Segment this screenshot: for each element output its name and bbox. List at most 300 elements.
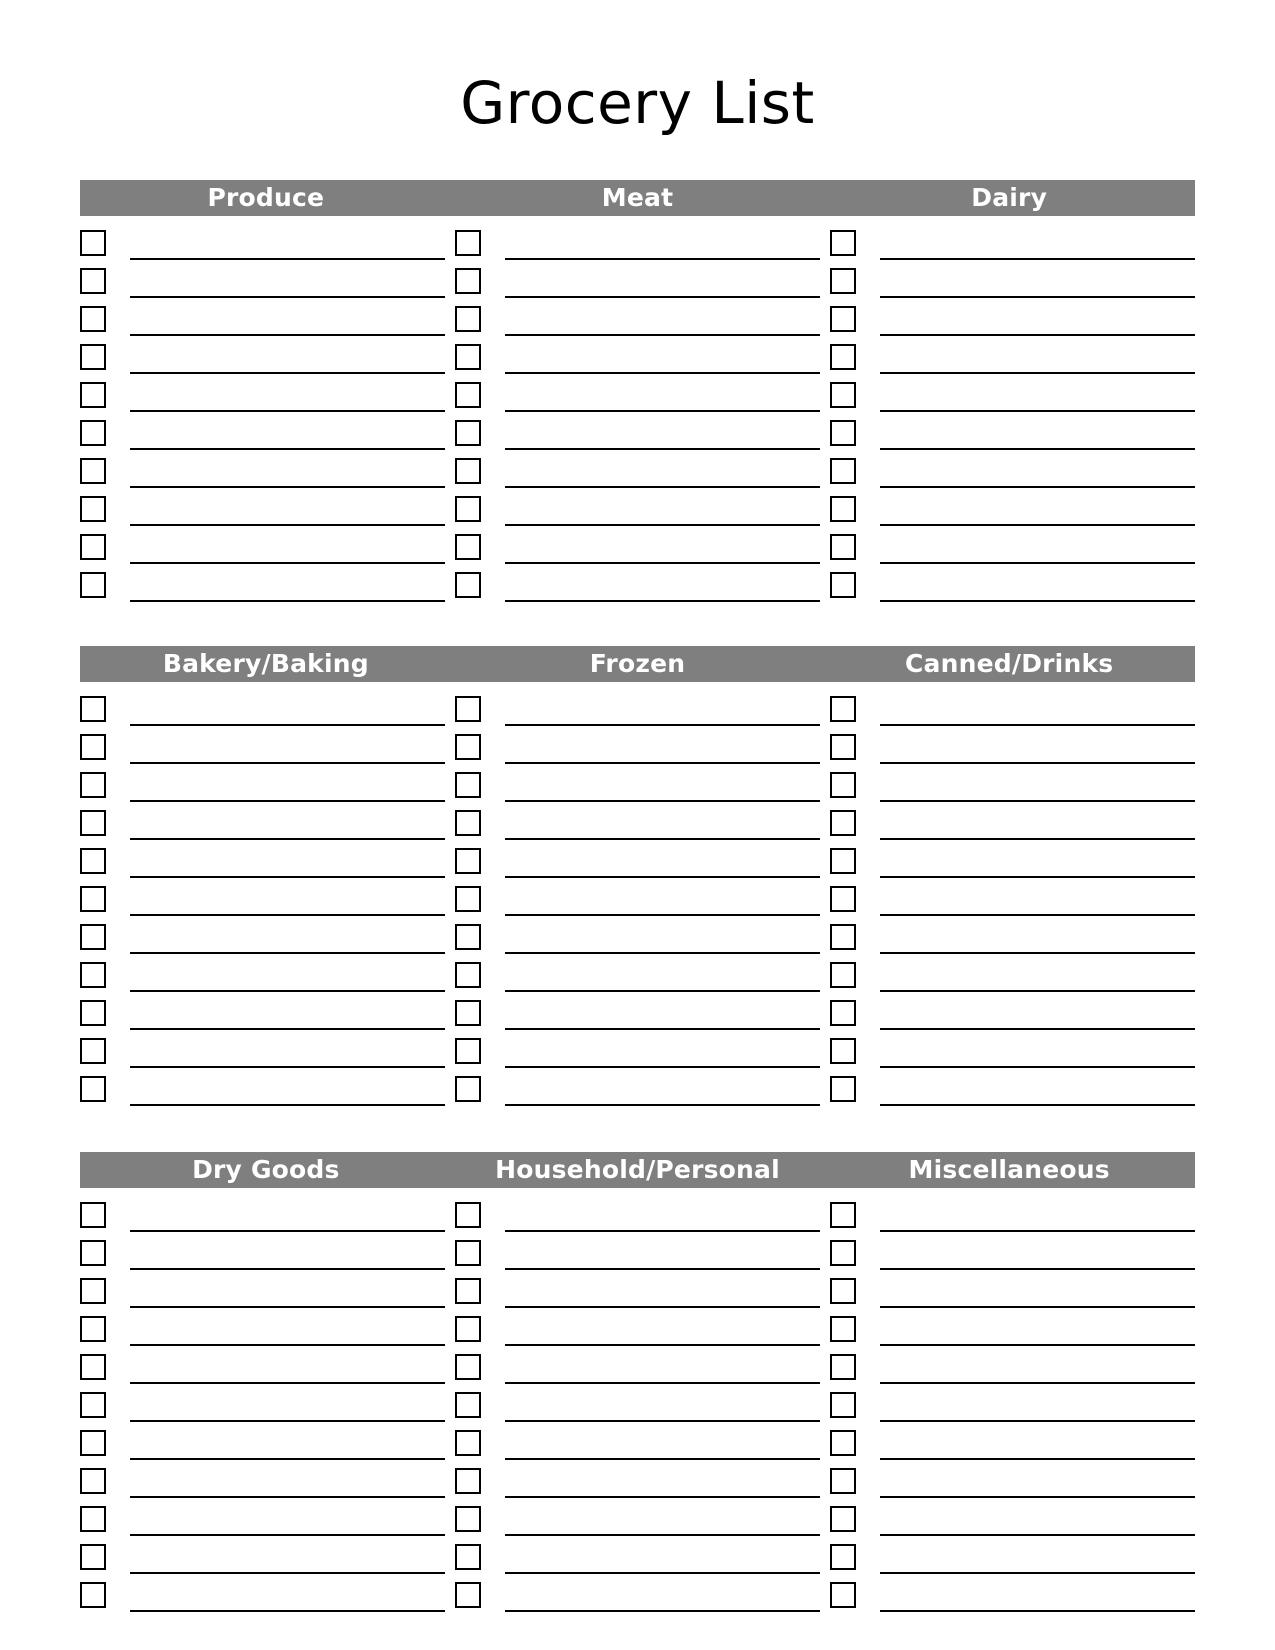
list-item[interactable] [455, 336, 820, 374]
list-item[interactable] [830, 1270, 1195, 1308]
item-write-line[interactable] [505, 878, 820, 916]
item-write-line[interactable] [880, 954, 1195, 992]
checkbox-icon[interactable] [455, 1354, 481, 1380]
checkbox-icon[interactable] [830, 1430, 856, 1456]
checkbox-icon[interactable] [455, 696, 481, 722]
item-write-line[interactable] [130, 450, 445, 488]
checkbox-icon[interactable] [455, 496, 481, 522]
item-write-line[interactable] [130, 1270, 445, 1308]
item-write-line[interactable] [130, 954, 445, 992]
checkbox-icon[interactable] [455, 420, 481, 446]
list-item[interactable] [80, 526, 445, 564]
item-write-line[interactable] [880, 1232, 1195, 1270]
checkbox-icon[interactable] [80, 1506, 106, 1532]
checkbox-icon[interactable] [830, 848, 856, 874]
list-item[interactable] [455, 1422, 820, 1460]
checkbox-icon[interactable] [455, 1468, 481, 1494]
list-item[interactable] [80, 1574, 445, 1612]
column-miscellaneous [830, 1194, 1195, 1612]
checkbox-icon[interactable] [80, 810, 106, 836]
item-write-line[interactable] [130, 336, 445, 374]
list-item[interactable] [80, 564, 445, 602]
list-item[interactable] [455, 1498, 820, 1536]
list-item[interactable] [830, 1068, 1195, 1106]
list-item[interactable] [455, 298, 820, 336]
item-write-line[interactable] [505, 840, 820, 878]
checkbox-icon[interactable] [830, 772, 856, 798]
checkbox-icon[interactable] [455, 572, 481, 598]
list-item[interactable] [80, 840, 445, 878]
list-item[interactable] [455, 260, 820, 298]
list-item[interactable] [455, 878, 820, 916]
checkbox-icon[interactable] [830, 458, 856, 484]
list-item[interactable] [830, 916, 1195, 954]
checkbox-icon[interactable] [80, 1278, 106, 1304]
item-write-line[interactable] [880, 726, 1195, 764]
list-item[interactable] [830, 1422, 1195, 1460]
checkbox-icon[interactable] [455, 1000, 481, 1026]
list-item[interactable] [455, 1574, 820, 1612]
list-item[interactable] [80, 412, 445, 450]
list-item[interactable] [455, 802, 820, 840]
list-item[interactable] [455, 954, 820, 992]
column-dry-goods [80, 1194, 455, 1612]
item-write-line[interactable] [505, 688, 820, 726]
list-item[interactable] [830, 488, 1195, 526]
list-item[interactable] [80, 1346, 445, 1384]
item-write-line[interactable] [130, 1536, 445, 1574]
checkbox-icon[interactable] [80, 268, 106, 294]
checkbox-icon[interactable] [830, 1506, 856, 1532]
list-item[interactable] [830, 298, 1195, 336]
list-item[interactable] [830, 954, 1195, 992]
checkbox-icon[interactable] [455, 734, 481, 760]
list-item[interactable] [455, 840, 820, 878]
checkbox-icon[interactable] [80, 1076, 106, 1102]
checkbox-icon[interactable] [80, 572, 106, 598]
checkbox-icon[interactable] [80, 420, 106, 446]
item-write-line[interactable] [505, 954, 820, 992]
item-write-line[interactable] [505, 726, 820, 764]
checkbox-icon[interactable] [830, 1392, 856, 1418]
list-item[interactable] [830, 1232, 1195, 1270]
list-item[interactable] [830, 1536, 1195, 1574]
list-item[interactable] [455, 916, 820, 954]
checkbox-icon[interactable] [80, 1430, 106, 1456]
list-item[interactable] [80, 488, 445, 526]
list-item[interactable] [455, 526, 820, 564]
checkbox-icon[interactable] [80, 1582, 106, 1608]
checkbox-icon[interactable] [830, 1544, 856, 1570]
checkbox-icon[interactable] [830, 1202, 856, 1228]
list-item[interactable] [455, 992, 820, 1030]
item-write-line[interactable] [505, 564, 820, 602]
item-write-line[interactable] [130, 260, 445, 298]
checkbox-icon[interactable] [830, 1582, 856, 1608]
checkbox-icon[interactable] [830, 496, 856, 522]
item-write-line[interactable] [880, 526, 1195, 564]
item-write-line[interactable] [505, 1270, 820, 1308]
checkbox-icon[interactable] [80, 1392, 106, 1418]
list-item[interactable] [80, 954, 445, 992]
item-write-line[interactable] [505, 450, 820, 488]
item-write-line[interactable] [505, 336, 820, 374]
list-item[interactable] [80, 298, 445, 336]
checkbox-icon[interactable] [455, 1316, 481, 1342]
checkbox-icon[interactable] [80, 496, 106, 522]
checkbox-icon[interactable] [830, 1240, 856, 1266]
checkbox-icon[interactable] [455, 1240, 481, 1266]
item-write-line[interactable] [880, 1536, 1195, 1574]
list-item[interactable] [830, 840, 1195, 878]
list-item[interactable] [830, 336, 1195, 374]
item-write-line[interactable] [130, 488, 445, 526]
item-write-line[interactable] [880, 1498, 1195, 1536]
list-item[interactable] [80, 1384, 445, 1422]
checkbox-icon[interactable] [80, 848, 106, 874]
checkbox-icon[interactable] [830, 268, 856, 294]
checkbox-icon[interactable] [455, 1430, 481, 1456]
column-frozen [455, 688, 830, 1106]
item-write-line[interactable] [880, 298, 1195, 336]
list-item[interactable] [455, 488, 820, 526]
checkbox-icon[interactable] [830, 534, 856, 560]
checkbox-icon[interactable] [830, 1076, 856, 1102]
item-write-line[interactable] [880, 450, 1195, 488]
list-item[interactable] [830, 1460, 1195, 1498]
item-write-line[interactable] [505, 222, 820, 260]
item-write-line[interactable] [880, 840, 1195, 878]
list-item[interactable] [455, 1030, 820, 1068]
item-write-line[interactable] [505, 802, 820, 840]
list-item[interactable] [80, 802, 445, 840]
checkbox-icon[interactable] [80, 886, 106, 912]
item-write-line[interactable] [505, 1498, 820, 1536]
item-write-line[interactable] [505, 1346, 820, 1384]
item-write-line[interactable] [505, 488, 820, 526]
checkbox-icon[interactable] [455, 1582, 481, 1608]
item-write-line[interactable] [880, 1270, 1195, 1308]
item-write-line[interactable] [130, 802, 445, 840]
item-write-line[interactable] [505, 992, 820, 1030]
item-write-line[interactable] [130, 1068, 445, 1106]
checkbox-icon[interactable] [80, 230, 106, 256]
item-write-line[interactable] [130, 688, 445, 726]
item-write-line[interactable] [130, 222, 445, 260]
section-columns [80, 1194, 1195, 1612]
list-item[interactable] [80, 764, 445, 802]
list-item[interactable] [80, 336, 445, 374]
checkbox-icon[interactable] [830, 696, 856, 722]
list-item[interactable] [830, 1498, 1195, 1536]
checkbox-icon[interactable] [80, 1240, 106, 1266]
list-item[interactable] [455, 726, 820, 764]
list-item[interactable] [80, 1030, 445, 1068]
section-header-row [80, 1152, 1195, 1188]
list-item[interactable] [830, 1384, 1195, 1422]
item-write-line[interactable] [880, 1422, 1195, 1460]
item-write-line[interactable] [880, 222, 1195, 260]
list-item[interactable] [830, 726, 1195, 764]
list-item[interactable] [830, 1030, 1195, 1068]
checkbox-icon[interactable] [830, 306, 856, 332]
list-item[interactable] [80, 1270, 445, 1308]
checkbox-icon[interactable] [455, 306, 481, 332]
checkbox-icon[interactable] [80, 924, 106, 950]
list-item[interactable] [80, 1308, 445, 1346]
item-write-line[interactable] [130, 1346, 445, 1384]
item-write-line[interactable] [505, 1194, 820, 1232]
item-write-line[interactable] [505, 1030, 820, 1068]
item-write-line[interactable] [130, 878, 445, 916]
checkbox-icon[interactable] [830, 1316, 856, 1342]
list-item[interactable] [455, 412, 820, 450]
item-write-line[interactable] [130, 840, 445, 878]
item-write-line[interactable] [505, 1068, 820, 1106]
section-columns [80, 688, 1195, 1106]
item-write-line[interactable] [130, 298, 445, 336]
list-item[interactable] [80, 374, 445, 412]
item-write-line[interactable] [505, 1308, 820, 1346]
item-write-line[interactable] [505, 412, 820, 450]
list-item[interactable] [830, 564, 1195, 602]
list-item[interactable] [830, 374, 1195, 412]
checkbox-icon[interactable] [455, 458, 481, 484]
column-household-personal [455, 1194, 830, 1612]
column-meat [455, 222, 830, 602]
column-header-frozen: Frozen [589, 649, 686, 678]
item-write-line[interactable] [130, 764, 445, 802]
checkbox-icon[interactable] [455, 268, 481, 294]
item-write-line[interactable] [880, 1384, 1195, 1422]
section-produce-meat-dairy [80, 180, 1195, 602]
item-write-line[interactable] [505, 1536, 820, 1574]
item-write-line[interactable] [880, 1346, 1195, 1384]
item-write-line[interactable] [880, 878, 1195, 916]
checkbox-icon[interactable] [455, 810, 481, 836]
list-item[interactable] [455, 1346, 820, 1384]
item-write-line[interactable] [505, 526, 820, 564]
checkbox-icon[interactable] [80, 1316, 106, 1342]
checkbox-icon[interactable] [830, 962, 856, 988]
list-item[interactable] [830, 450, 1195, 488]
list-item[interactable] [455, 1308, 820, 1346]
item-write-line[interactable] [880, 374, 1195, 412]
list-item[interactable] [80, 1194, 445, 1232]
checkbox-icon[interactable] [830, 924, 856, 950]
checkbox-icon[interactable] [830, 1278, 856, 1304]
item-write-line[interactable] [880, 802, 1195, 840]
checkbox-icon[interactable] [80, 458, 106, 484]
item-write-line[interactable] [880, 1574, 1195, 1612]
item-write-line[interactable] [505, 298, 820, 336]
item-write-line[interactable] [505, 916, 820, 954]
checkbox-icon[interactable] [830, 1000, 856, 1026]
item-write-line[interactable] [505, 1384, 820, 1422]
checkbox-icon[interactable] [455, 962, 481, 988]
checkbox-icon[interactable] [455, 1076, 481, 1102]
list-item[interactable] [830, 1346, 1195, 1384]
item-write-line[interactable] [505, 1460, 820, 1498]
checkbox-icon[interactable] [455, 1506, 481, 1532]
list-item[interactable] [830, 688, 1195, 726]
item-write-line[interactable] [130, 1194, 445, 1232]
checkbox-icon[interactable] [80, 772, 106, 798]
list-item[interactable] [455, 1460, 820, 1498]
item-write-line[interactable] [880, 1308, 1195, 1346]
list-item[interactable] [80, 726, 445, 764]
item-write-line[interactable] [130, 1498, 445, 1536]
item-write-line[interactable] [880, 764, 1195, 802]
list-item[interactable] [80, 1422, 445, 1460]
item-write-line[interactable] [880, 1460, 1195, 1498]
list-item[interactable] [80, 688, 445, 726]
item-write-line[interactable] [505, 1574, 820, 1612]
list-item[interactable] [830, 526, 1195, 564]
checkbox-icon[interactable] [455, 1278, 481, 1304]
item-write-line[interactable] [130, 564, 445, 602]
item-write-line[interactable] [505, 1422, 820, 1460]
list-item[interactable] [80, 878, 445, 916]
checkbox-icon[interactable] [830, 572, 856, 598]
checkbox-icon[interactable] [455, 534, 481, 560]
checkbox-icon[interactable] [80, 382, 106, 408]
item-write-line[interactable] [505, 764, 820, 802]
item-write-line[interactable] [130, 1030, 445, 1068]
item-write-line[interactable] [130, 1232, 445, 1270]
item-write-line[interactable] [880, 916, 1195, 954]
item-write-line[interactable] [880, 1194, 1195, 1232]
item-write-line[interactable] [130, 916, 445, 954]
list-item[interactable] [455, 764, 820, 802]
list-item[interactable] [80, 916, 445, 954]
checkbox-icon[interactable] [80, 696, 106, 722]
list-item[interactable] [830, 1574, 1195, 1612]
item-write-line[interactable] [880, 412, 1195, 450]
checkbox-icon[interactable] [830, 810, 856, 836]
checkbox-icon[interactable] [830, 886, 856, 912]
list-item[interactable] [455, 564, 820, 602]
list-item[interactable] [455, 1194, 820, 1232]
item-write-line[interactable] [505, 260, 820, 298]
item-write-line[interactable] [880, 260, 1195, 298]
item-write-line[interactable] [880, 688, 1195, 726]
list-item[interactable] [80, 450, 445, 488]
item-write-line[interactable] [130, 1308, 445, 1346]
checkbox-icon[interactable] [455, 924, 481, 950]
checkbox-icon[interactable] [830, 230, 856, 256]
checkbox-icon[interactable] [455, 1038, 481, 1064]
list-item[interactable] [455, 1384, 820, 1422]
item-write-line[interactable] [130, 1460, 445, 1498]
item-write-line[interactable] [505, 374, 820, 412]
list-item[interactable] [455, 1068, 820, 1106]
list-item[interactable] [80, 1068, 445, 1106]
checkbox-icon[interactable] [80, 1354, 106, 1380]
checkbox-icon[interactable] [830, 734, 856, 760]
list-item[interactable] [80, 222, 445, 260]
list-item[interactable] [830, 764, 1195, 802]
checkbox-icon[interactable] [80, 962, 106, 988]
list-item[interactable] [830, 1308, 1195, 1346]
list-item[interactable] [830, 222, 1195, 260]
list-item[interactable] [455, 1232, 820, 1270]
checkbox-icon[interactable] [830, 382, 856, 408]
checkbox-icon[interactable] [455, 1544, 481, 1570]
checkbox-icon[interactable] [80, 306, 106, 332]
list-item[interactable] [455, 450, 820, 488]
list-item[interactable] [455, 374, 820, 412]
item-write-line[interactable] [130, 726, 445, 764]
list-item[interactable] [830, 1194, 1195, 1232]
checkbox-icon[interactable] [830, 1354, 856, 1380]
checkbox-icon[interactable] [80, 734, 106, 760]
list-item[interactable] [455, 688, 820, 726]
checkbox-icon[interactable] [830, 1468, 856, 1494]
checkbox-icon[interactable] [80, 1202, 106, 1228]
list-item[interactable] [455, 222, 820, 260]
checkbox-icon[interactable] [80, 1468, 106, 1494]
checkbox-icon[interactable] [830, 420, 856, 446]
item-write-line[interactable] [880, 564, 1195, 602]
checkbox-icon[interactable] [455, 886, 481, 912]
checkbox-icon[interactable] [80, 344, 106, 370]
item-write-line[interactable] [880, 992, 1195, 1030]
item-write-line[interactable] [880, 1030, 1195, 1068]
list-item[interactable] [830, 878, 1195, 916]
item-write-line[interactable] [130, 412, 445, 450]
item-write-line[interactable] [130, 1574, 445, 1612]
item-write-line[interactable] [880, 488, 1195, 526]
list-item[interactable] [455, 1536, 820, 1574]
checkbox-icon[interactable] [455, 344, 481, 370]
list-item[interactable] [80, 1498, 445, 1536]
item-write-line[interactable] [505, 1232, 820, 1270]
checkbox-icon[interactable] [455, 1202, 481, 1228]
item-write-line[interactable] [130, 992, 445, 1030]
list-item[interactable] [830, 260, 1195, 298]
checkbox-icon[interactable] [80, 1000, 106, 1026]
checkbox-icon[interactable] [455, 772, 481, 798]
checkbox-icon[interactable] [80, 1544, 106, 1570]
list-item[interactable] [80, 1460, 445, 1498]
item-write-line[interactable] [130, 1384, 445, 1422]
list-item[interactable] [830, 992, 1195, 1030]
checkbox-icon[interactable] [455, 230, 481, 256]
checkbox-icon[interactable] [455, 1392, 481, 1418]
item-write-line[interactable] [880, 1068, 1195, 1106]
item-write-line[interactable] [880, 336, 1195, 374]
item-write-line[interactable] [130, 1422, 445, 1460]
list-item[interactable] [455, 1270, 820, 1308]
section-header-row [80, 180, 1195, 216]
checkbox-icon[interactable] [455, 848, 481, 874]
list-item[interactable] [830, 412, 1195, 450]
list-item[interactable] [830, 802, 1195, 840]
checkbox-icon[interactable] [830, 1038, 856, 1064]
list-item[interactable] [80, 1232, 445, 1270]
checkbox-icon[interactable] [80, 1038, 106, 1064]
item-write-line[interactable] [130, 374, 445, 412]
checkbox-icon[interactable] [830, 344, 856, 370]
checkbox-icon[interactable] [455, 382, 481, 408]
item-write-line[interactable] [130, 526, 445, 564]
list-item[interactable] [80, 260, 445, 298]
column-produce [80, 222, 455, 602]
checkbox-icon[interactable] [80, 534, 106, 560]
list-item[interactable] [80, 1536, 445, 1574]
list-item[interactable] [80, 992, 445, 1030]
